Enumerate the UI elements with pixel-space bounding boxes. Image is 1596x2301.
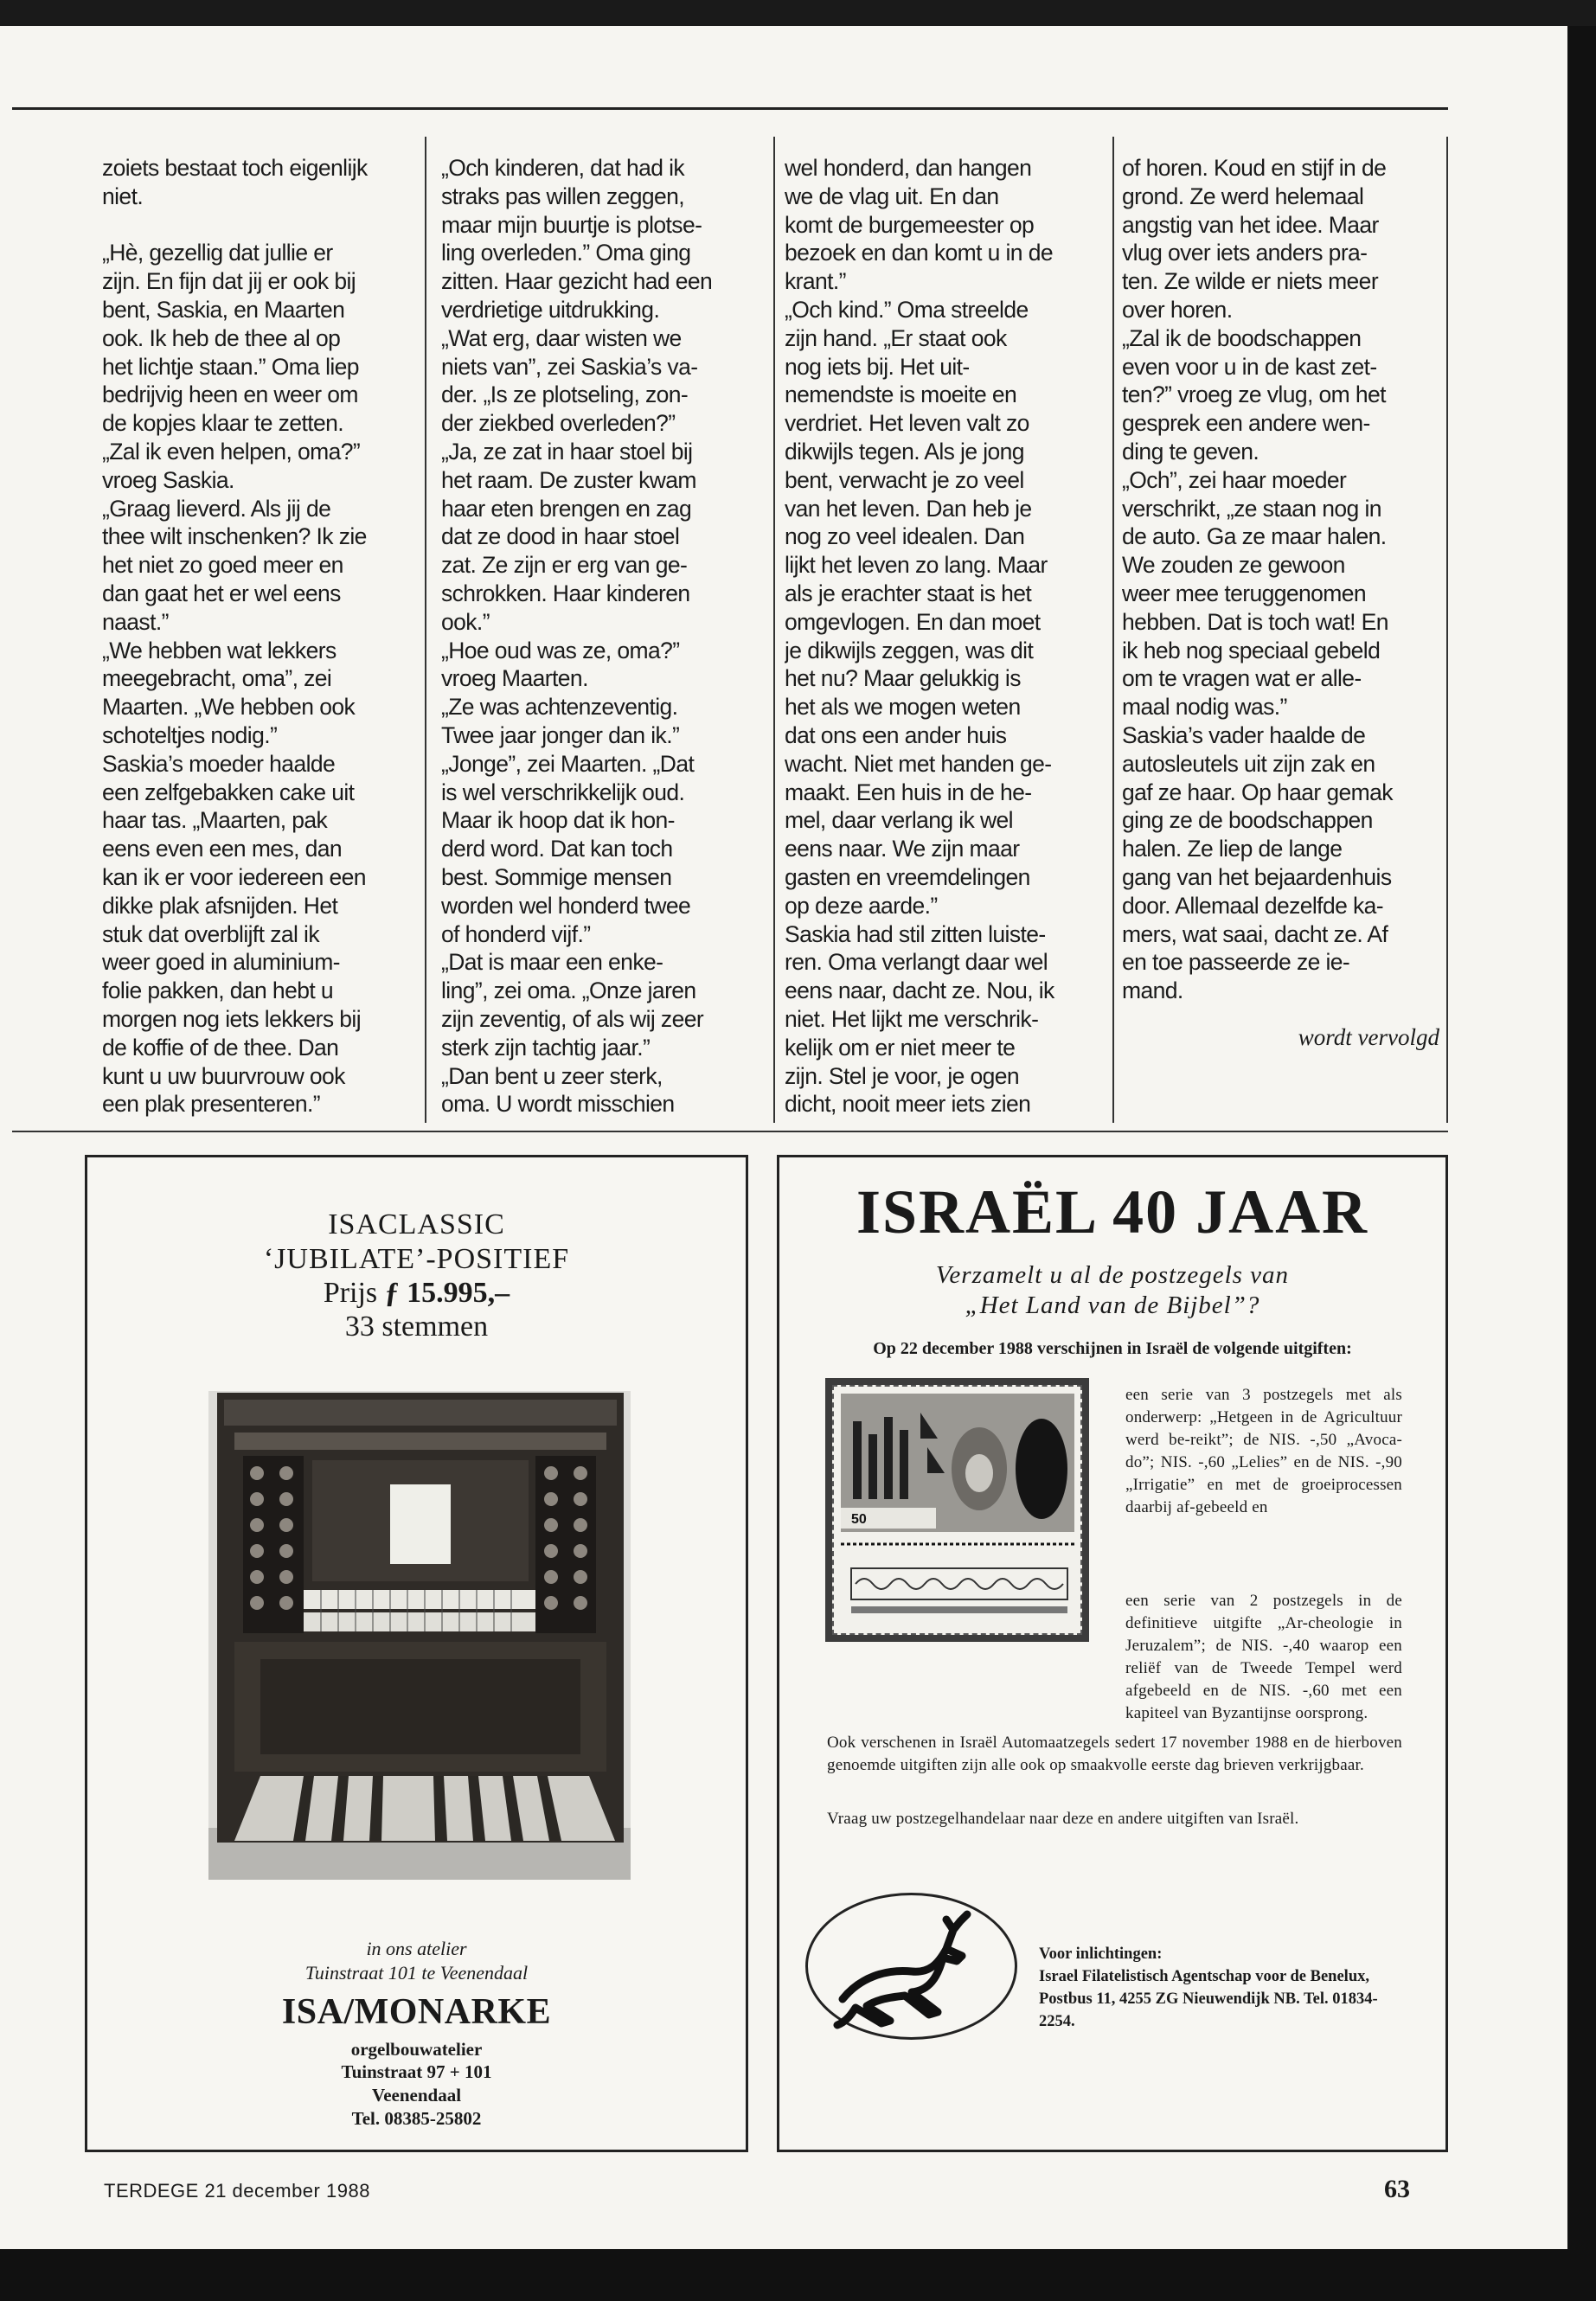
avocado-stamp-art: [834, 1387, 1080, 1633]
israel-stamps-advertisement: [777, 1155, 1448, 2152]
story-column-2: „Och kinderen, dat had ik straks pas willen zeggen, maar mijn buurtje is plotse- ling overleden.” Oma ging zitten. Haar gezicht had een verdrietige uitdrukking. „Wat erg, daar wisten we niets van”, zei Saskia’s va- der. „Is ze plotseling, zon- der ziekbed overleden?” „Ja, ze zat in haar stoel bij het raam. De zuster kwam haar eten brengen en zag dat ze dood in haar stoel zat. Ze zijn er erg van ge- schrokken. Haar kinderen ook.” „Hoe oud was ze, oma?” vroeg Maarten. „Ze was achtenzeventig. Twee jaar jonger dan ik.” „Jonge”, zei Maarten. „Dat is wel verschrikkelijk oud. Maar ik hoop dat ik hon- derd word. Dat kan toch best. Sommige mensen worden wel honderd twee of honderd vijf.” „Dat is maar een enke- ling”, zei oma. „Onze jaren zijn zeventig, of als wij zeer sterk zijn tachtig jaar.” „Dan bent u zeer sterk, oma. U wordt misschien: [441, 155, 713, 1118]
story-column-3: wel honderd, dan hangen we de vlag uit. En dan komt de burgemeester op bezoek en dan komt u in de krant.” „Och kind.” Oma streelde zijn hand. „Er staat ook nog iets bij. Het uit- nemendste is moeite en verdriet. Het leven valt zo dikwijls tegen. Als je jong bent, verwacht je zo veel van het leven. Dan heb je nog zo veel idealen. Dan lijkt het leven zo lang. Maar als je erachter staat is het omgevlogen. En dan moet je dikwijls zeggen, was dit het nu? Maar gelukkig is het als we mogen weten dat ons een ander huis wacht. Niet met handen ge- maakt. Een huis in de he- mel, daar verlang ik wel eens naar. We zijn maar gasten en vreemdelingen op deze aarde.” Saskia had stil zitten luiste- ren. Oma verlangt daar wel eens naar, dacht ze. Nou, ik niet. Het lijkt me verschrik- kelijk om er niet meer te zijn. Stel je voor, je ogen dicht, nooit meer iets zien: [785, 155, 1054, 1118]
brand-street: Tuinstraat 97 + 101: [341, 2061, 492, 2082]
brand-phone: Tel. 08385-25802: [351, 2108, 482, 2129]
organ-advertisement: [85, 1155, 748, 2152]
column-divider: [1112, 137, 1114, 1123]
contact-heading: Voor inlichtingen:: [1039, 1945, 1163, 1963]
automaatzegels-paragraph: Ook verschenen in Israël Automaatzegels sedert 17 november 1988 en de hierboven genoemde uitgiften zijn alle ook op smaakvolle eerste dag brieven verkrijgbaar.: [827, 1734, 1402, 1774]
price-value: ƒ 15.995,–: [384, 1277, 510, 1309]
stamp-sheet-image: [825, 1378, 1089, 1642]
israel-subtitle-1: Verzamelt u al de postzegels van: [935, 1261, 1290, 1289]
dealer-paragraph: Vraag uw postzegelhandelaar naar deze en andere uitgiften van Israël.: [827, 1810, 1299, 1828]
price-label: Prijs: [323, 1277, 378, 1309]
atelier-line: in ons atelier: [366, 1938, 467, 1959]
stamp-illustration: [832, 1385, 1082, 1635]
to-be-continued: wordt vervolgd: [1298, 1024, 1439, 1050]
brand-city: Veenendaal: [371, 2085, 462, 2106]
story-section: [12, 107, 1448, 1132]
stamp-series-2: een serie van 2 postzegels in de definitieve uitgifte „Ar-cheologie in Jeruzalem”; de NIS. -,40 waarop een reliëf van de Tweede Tempel werd afgebeeld en de NIS. -,60 met een kapiteel van Byzantijnse oorsprong.: [1125, 1592, 1402, 1722]
organ-photo: [208, 1391, 631, 1880]
stamp-value: 50: [851, 1512, 867, 1527]
brand-subtitle: orgelbouwatelier: [350, 2039, 483, 2060]
column-divider: [1446, 137, 1448, 1123]
organ-price: [87, 1277, 746, 1310]
organ-stops: 33 stemmen: [344, 1311, 489, 1343]
gazelle-logo: [805, 1893, 1017, 2040]
column-divider: [773, 137, 775, 1123]
organ-illustration: [208, 1391, 631, 1880]
israel-title: ISRAËL 40 JAAR: [856, 1177, 1369, 1247]
organ-brand: ISA/MONARKE: [281, 1992, 552, 2032]
organ-model: ‘JUBILATE’-POSITIEF: [263, 1243, 570, 1275]
stamp-series-1: een serie van 3 postzegels met als onderwerp: „Hetgeen in de Agricultuur werd be-reikt”; de NIS. -,50 „Avoca-do”; NIS. -,60 „Lelies” en de NIS. -,90 „Irrigatie” en met de groeiprocessen daarbij af-gebeeld en: [1125, 1386, 1402, 1516]
contact-block: [1039, 1943, 1402, 2033]
story-column-4: of horen. Koud en stijf in de grond. Ze werd helemaal angstig van het idee. Maar vlug over iets anders pra- ten. Ze wilde er niets meer over horen. „Zal ik de boodschappen even voor u in de kast zet- ten?” vroeg ze vlug, om het gesprek een andere wen- ding te geven. „Och”, zei haar moeder verschrikt, „ze staan nog in de auto. Ga ze maar halen. We zouden ze gewoon weer mee teruggenomen hebben. Dat is toch wat! En ik heb nog speciaal gebeld om te vragen wat er alle- maal nodig was.” Saskia’s vader haalde de autosleutels uit zijn zak en gaf ze haar. Op haar gemak ging ze de boodschappen halen. Ze liep de lange gang van het bejaardenhuis door. Allemaal dezelfde ka- mers, wat saai, dacht ze. Af en toe passeerde ze ie- mand.: [1122, 155, 1393, 1004]
israel-intro: Op 22 december 1988 verschijnen in Israël de volgende uitgiften:: [873, 1339, 1352, 1358]
gazelle-icon: [808, 1895, 1015, 2037]
contact-details: Israel Filatelistisch Agentschap voor de Benelux, Postbus 11, 4255 ZG Nieuwendijk NB. Tel. 01834- 2254.: [1039, 1968, 1378, 2030]
scan-bottom-edge: [0, 2249, 1596, 2301]
story-column-1: zoiets bestaat toch eigenlijk niet. „Hè, gezellig dat jullie er zijn. En fijn dat jij er ook bij bent, Saskia, en Maarten ook. Ik heb de thee al op het lichtje staan.” Oma liep bedrijvig heen en weer om de kopjes klaar te zetten. „Zal ik even helpen, oma?” vroeg Saskia. „Graag lieverd. Als jij de thee wilt inschenken? Ik zie het niet zo goed meer en dan gaat het er wel eens naast.” „We hebben wat lekkers meegebracht, oma”, zei Maarten. „We hebben ook schoteltjes nodig.” Saskia’s moeder haalde een zelfgebakken cake uit haar tas. „Maarten, pak eens even een mes, dan kan ik er voor iedereen een dikke plak afsnijden. Het stuk dat overblijft zal ik weer goed in aluminium- folie pakken, dan hebt u morgen nog iets lekkers bij de koffie of de thee. Dan kunt u uw buurvrouw ook een plak presenteren.”: [102, 155, 368, 1118]
atelier-address: Tuinstraat 101 te Veenendaal: [304, 1962, 529, 1984]
page-number: 63: [1384, 2175, 1410, 2203]
column-divider: [425, 137, 426, 1123]
publication-footer: TERDEGE 21 december 1988: [104, 2180, 370, 2202]
organ-name: ISACLASSIC: [328, 1208, 505, 1240]
israel-subtitle-2: „Het Land van de Bijbel”?: [965, 1292, 1260, 1319]
scan-right-edge: [1567, 26, 1596, 2275]
